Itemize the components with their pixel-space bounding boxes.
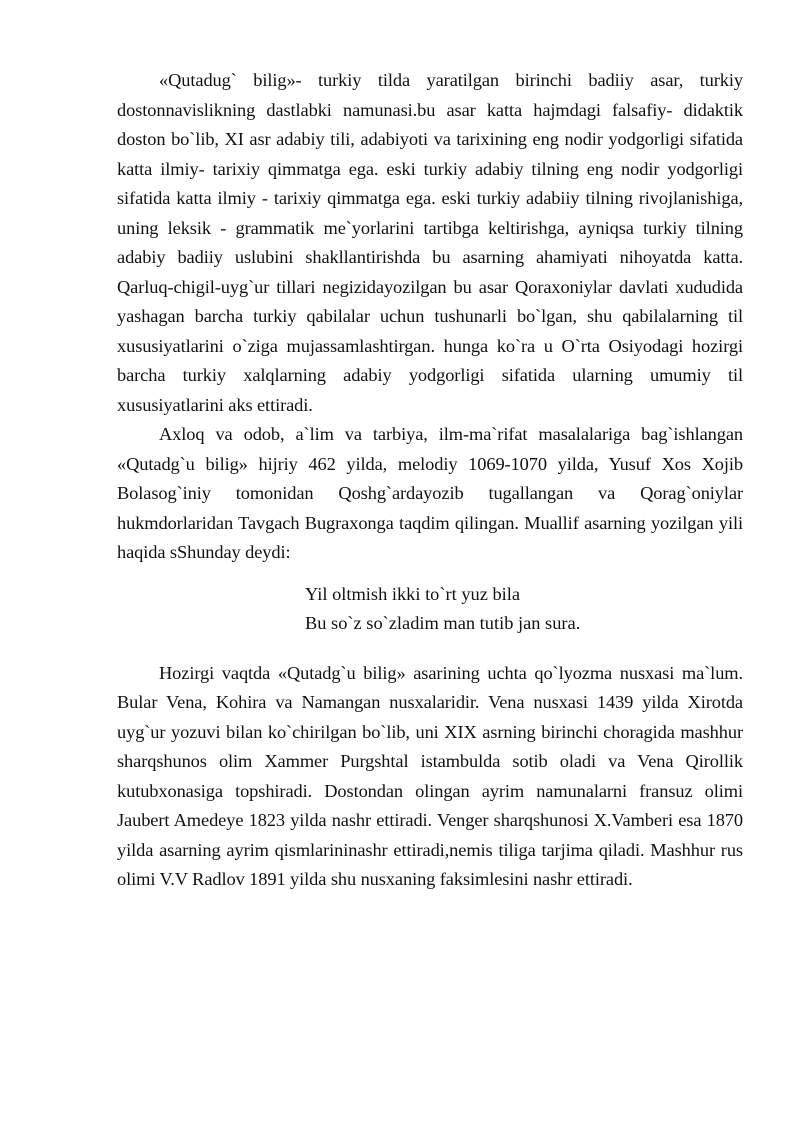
verse-quote	[305, 580, 743, 639]
verse-line-1: Yil oltmish ikki to`rt yuz bila	[305, 583, 521, 604]
document-page	[117, 66, 743, 895]
paragraph-manuscripts: Hozirgi vaqtda «Qutadg`u bilig» asarining uchta qo`lyozma nusxasi ma`lum. Bular Vena, Kohira va Namangan nusxalaridir. Vena nusxasi 1439 yilda Xirotda uyg`ur yozuvi bilan ko`chirilgan bo`lib, uni XIX asrning birinchi choragida mashhur sharqshunos olim Xammer Purgshtal istambulda sotib oladi va Vena Qirollik kutubxonasiga topshiradi. Dostondan olingan ayrim namunalarni fransuz olimi Jaubert Amedeye 1823 yilda nashr ettiradi. Venger sharqshunosi X.Vamberi esa 1870 yilda asarning ayrim qismlarininashr ettiradi,nemis tiliga tarjima qiladi. Mashhur rus olimi V.V Radlov 1891 yilda shu nusxaning faksimlesini nashr ettiradi.	[117, 662, 743, 889]
paragraph-axloq-odob: Axloq va odob, a`lim va tarbiya, ilm-ma`rifat masalalariga bag`ishlangan «Qutadg`u bilig» hijriy 462 yilda, melodiy 1069-1070 yilda, Yusuf Xos Xojib Bolasog`iniy tomonidan Qoshg`ardayozib tugallangan va Qorag`oniylar hukmdorlaridan Tavgach Bugraxonga taqdim qilingan. Muallif asarning yozilgan yili haqida sShunday deydi:	[117, 424, 743, 562]
verse-line-2: Bu so`z so`zladim man tutib jan sura.	[305, 613, 581, 633]
paragraph-qutadgu-bilig-intro: «Qutadug` bilig»- turkiy tilda yaratilgan birinchi badiiy asar, turkiy dostonnavislikning dastlabki namunasi.bu asar katta hajmdagi falsafiy- didaktik doston bo`lib, XI asr adabiy tili, adabiyoti va tarixining eng nodir yodgorligi sifatida katta ilmiy- tarixiy qimmatga ega. eski turkiy adabiy tilning eng nodir yodgorligi sifatida katta ilmiy - tarixiy qimmatga ega. eski turkiy adabiiy tilning rivojlanishiga, uning leksik - grammatik me`yorlarini tartibga keltirishga, ayniqsa turkiy tilning adabiy badiiy uslubini shakllantirishda bu asarning ahamiyati nihoyatda katta. Qarluq-chigil-uyg`ur tillari negizidayozilgan bu asar Qoraxoniylar davlati xududida yashagan barcha turkiy qabilalar uchun tushunarli bo`lgan, shu qabilalarning til xususiyatlarini o`ziga mujassamlashtirgan. hunga ko`ra u O`rta Osiyodagi hozirgi barcha turkiy xalqlarning adabiy yodgorligi sifatida ularning umumiy til xususiyatlarini aks ettiradi.	[117, 70, 743, 415]
spacer	[117, 639, 743, 659]
